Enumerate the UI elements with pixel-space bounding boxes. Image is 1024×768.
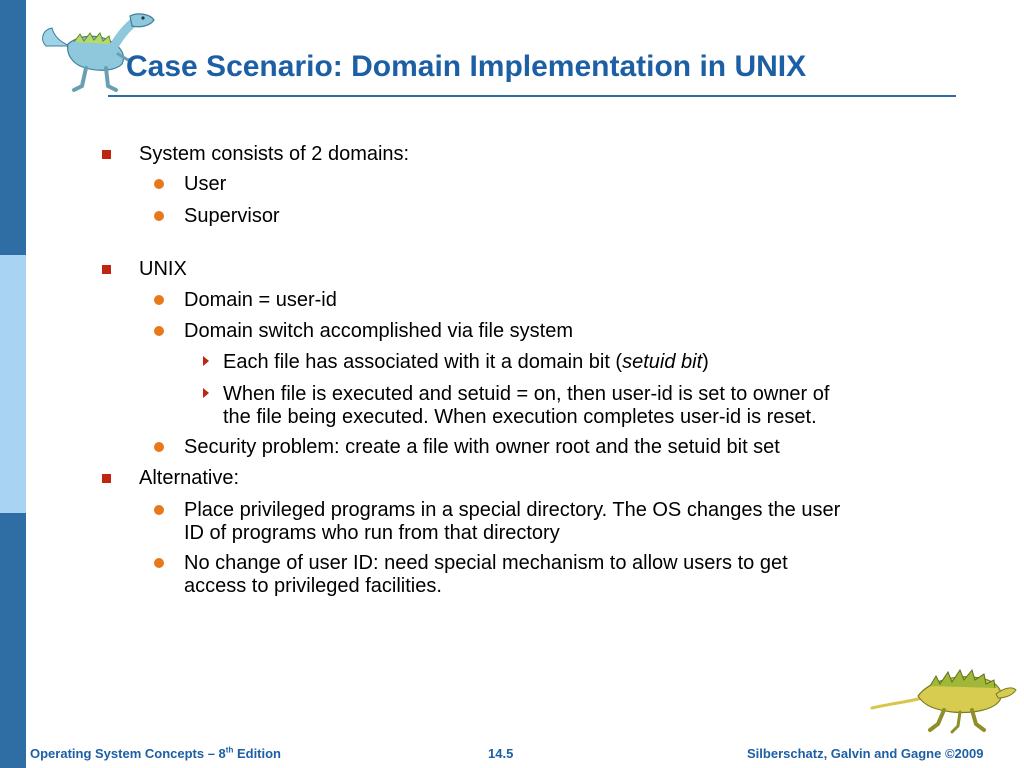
round-bullet-icon <box>154 211 164 221</box>
footer-book-title: Operating System Concepts – 8th Edition <box>30 745 282 761</box>
bullet-system-domains: System consists of 2 domains: <box>139 142 409 166</box>
round-bullet-icon <box>154 295 164 305</box>
bullet-privileged-dir-cont: ID of programs who run from that directory <box>184 522 560 544</box>
bullet-privileged-dir: Place privileged programs in a special directory. The OS changes the user <box>184 498 840 522</box>
bullet-supervisor: Supervisor <box>184 204 280 228</box>
round-bullet-icon <box>154 505 164 515</box>
footer-authors: Silberschatz, Galvin and Gagne ©2009 <box>747 746 984 761</box>
bullet-no-change-user-id: No change of user ID: need special mechanism to allow users to get <box>184 551 788 575</box>
bullet-security-problem: Security problem: create a file with owner root and the setuid bit set <box>184 435 780 459</box>
round-bullet-icon <box>154 326 164 336</box>
round-bullet-icon <box>154 558 164 568</box>
triangle-bullet-icon <box>203 388 209 398</box>
bullet-domain-user-id: Domain = user-id <box>184 288 337 312</box>
round-bullet-icon <box>154 442 164 452</box>
bullet-domain-switch: Domain switch accomplished via file system <box>184 319 573 343</box>
dinosaur-logo-icon <box>868 660 1018 736</box>
bullet-alternative: Alternative: <box>139 466 239 490</box>
square-bullet-icon <box>102 150 111 159</box>
bullet-setuid-on-cont: the file being executed. When execution completes user-id is reset. <box>223 406 817 428</box>
square-bullet-icon <box>102 265 111 274</box>
round-bullet-icon <box>154 179 164 189</box>
slide-title: Case Scenario: Domain Implementation in UNIX <box>126 50 807 83</box>
triangle-bullet-icon <box>203 356 209 366</box>
footer-page-number: 14.5 <box>488 746 514 761</box>
bullet-no-change-user-id-cont: access to privileged facilities. <box>184 575 442 597</box>
bullet-setuid-on: When file is executed and setuid = on, then user-id is set to owner of <box>223 382 829 406</box>
bullet-unix: UNIX <box>139 257 187 281</box>
bullet-domain-bit: Each file has associated with it a domain bit (setuid bit) <box>223 350 709 374</box>
bullet-user: User <box>184 172 226 196</box>
square-bullet-icon <box>102 474 111 483</box>
